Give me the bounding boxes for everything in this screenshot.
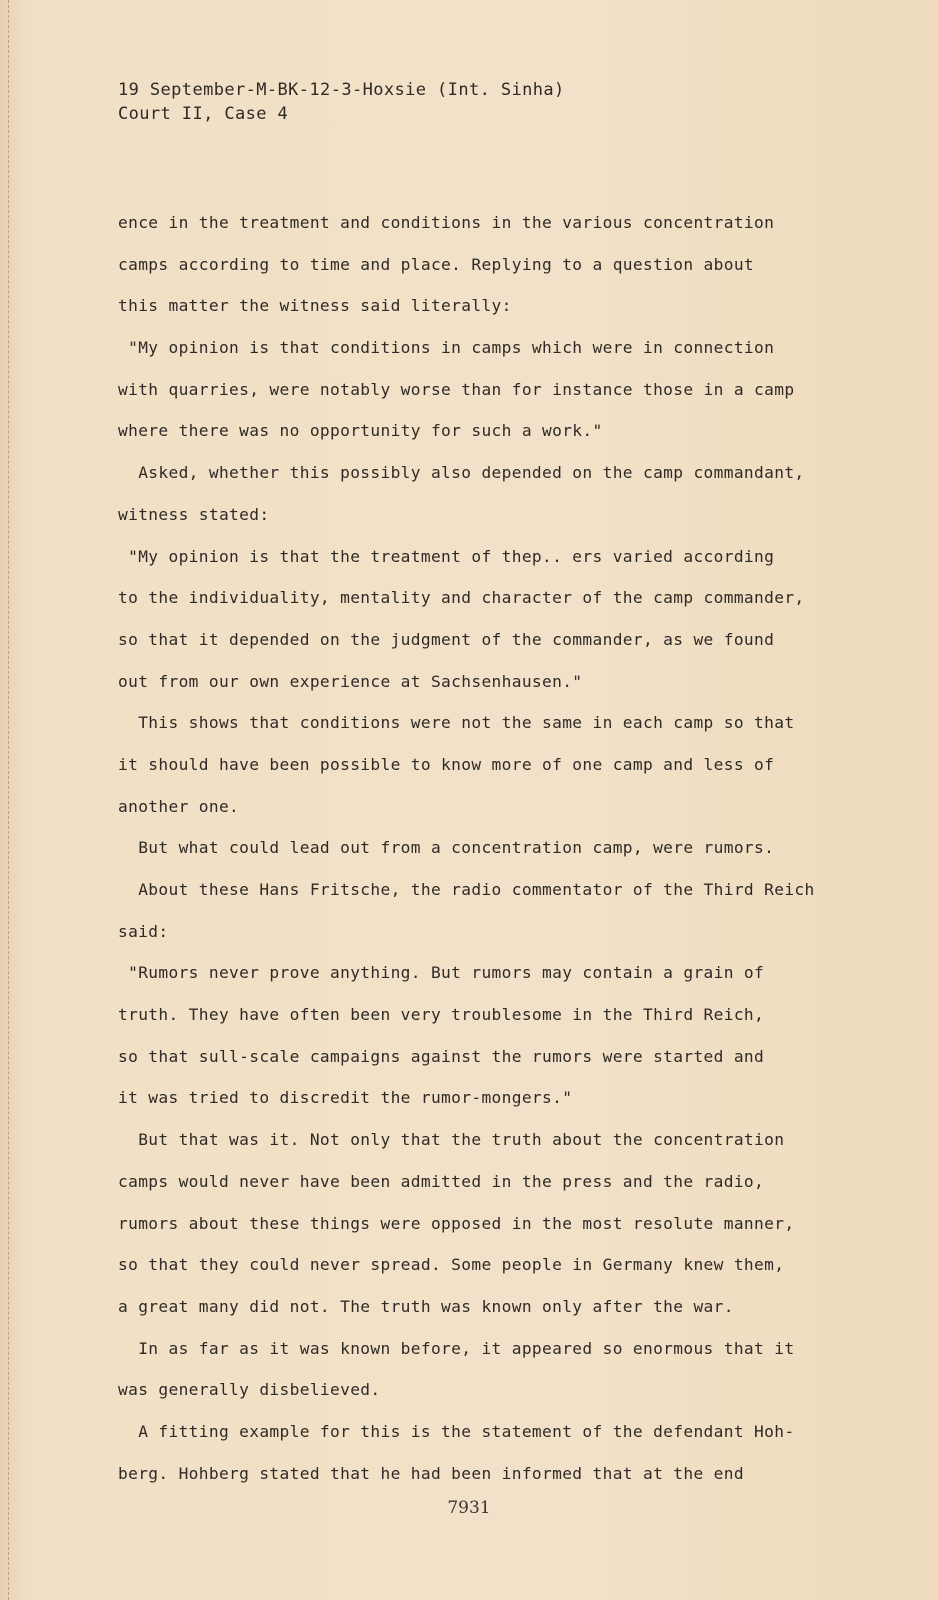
text-line: A fitting example for this is the statement of the defendant Hoh- <box>118 1421 795 1441</box>
text-line: out from our own experience at Sachsenhausen." <box>118 671 583 691</box>
text-line: so that it depended on the judgment of the commander, as we found <box>118 629 775 649</box>
text-line: "My opinion is that the treatment of thep.. ers varied according <box>118 546 775 566</box>
text-line: another one. <box>118 796 240 816</box>
text-line: a great many did not. The truth was known only after the war. <box>118 1296 734 1316</box>
text-line: ence in the treatment and conditions in the various concentration <box>118 213 775 232</box>
header-line-2: Court II, Case 4 <box>118 104 289 124</box>
text-line: "My opinion is that conditions in camps which were in connection <box>118 338 775 358</box>
header-line-1: 19 September-M-BK-12-3-Hoxsie (Int. Sinha) <box>118 80 565 100</box>
text-line: rumors about these things were opposed in the most resolute manner, <box>118 1213 795 1233</box>
text-line: berg. Hohberg stated that he had been informed that at the end <box>118 1463 744 1483</box>
text-line: where there was no opportunity for such a work." <box>118 421 603 441</box>
text-line: it was tried to discredit the rumor-mongers." <box>118 1088 573 1108</box>
text-line: with quarries, were notably worse than for instance those in a camp <box>118 379 795 399</box>
body-text <box>118 202 838 1494</box>
text-line: it should have been possible to know more of one camp and less of <box>118 754 775 774</box>
page-number: 7931 <box>447 1498 491 1518</box>
text-line: said: <box>118 921 169 941</box>
text-line: camps would never have been admitted in the press and the radio, <box>118 1171 765 1191</box>
text-line: Asked, whether this possibly also depended on the camp commandant, <box>118 463 805 483</box>
text-line: "Rumors never prove anything. But rumors may contain a grain of <box>118 963 765 983</box>
text-line: camps according to time and place. Replying to a question about <box>118 254 755 274</box>
text-line: so that they could never spread. Some people in Germany knew them, <box>118 1255 785 1275</box>
text-line: But what could lead out from a concentration camp, were rumors. <box>118 838 775 858</box>
text-line: this matter the witness said literally: <box>118 296 512 316</box>
text-line: About these Hans Fritsche, the radio commentator of the Third Reich <box>118 880 815 899</box>
text-line: so that sull-scale campaigns against the rumors were started and <box>118 1046 765 1066</box>
text-line: witness stated: <box>118 504 270 524</box>
document-header <box>118 78 565 126</box>
text-line: This shows that conditions were not the same in each camp so that <box>118 713 795 733</box>
text-line: In as far as it was known before, it appeared so enormous that it <box>118 1338 795 1358</box>
text-line: was generally disbelieved. <box>118 1380 381 1400</box>
text-line: to the individuality, mentality and character of the camp commander, <box>118 588 805 608</box>
torn-edge <box>8 0 15 1600</box>
text-line: But that was it. Not only that the truth about the concentration <box>118 1130 785 1150</box>
text-line: truth. They have often been very troublesome in the Third Reich, <box>118 1005 765 1025</box>
